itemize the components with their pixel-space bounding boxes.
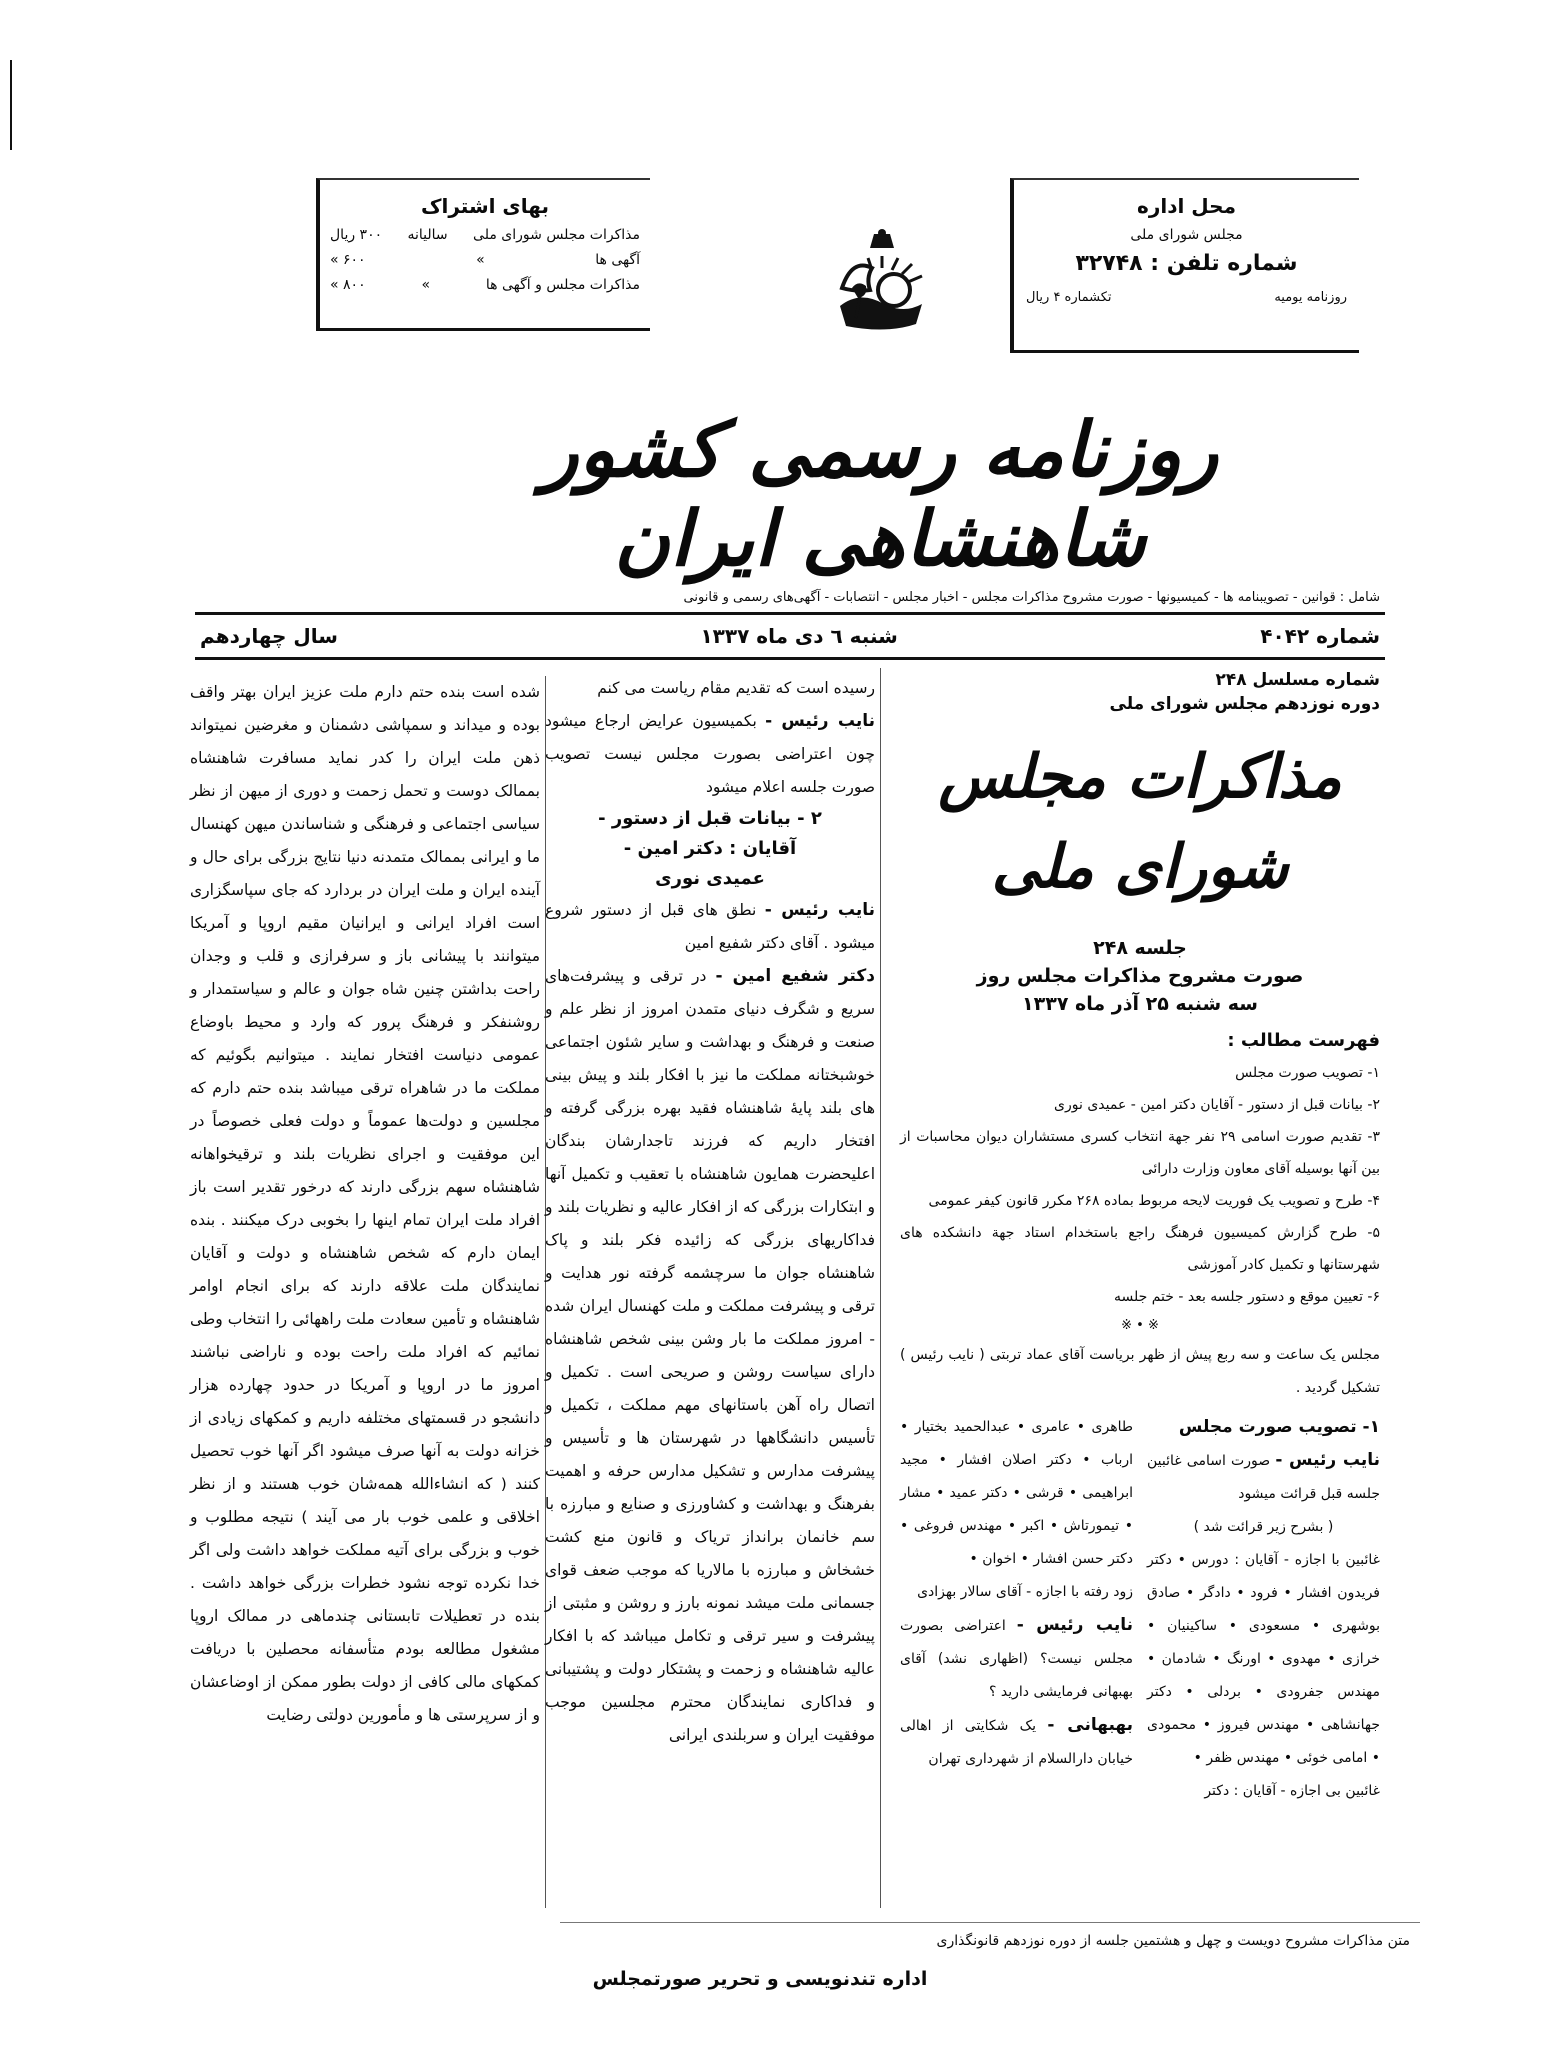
section-heading: ۱- تصویب صورت مجلس [1178,1417,1380,1437]
lion-and-sun-crown-icon [822,228,942,338]
paragraph: نایب رئیس - اعتراضی بصورت مجلس نیست؟ (اظهاری نشد) آقای بهبهانی فرمایشی دارید ؟ [900,1615,1133,1700]
subscription-title: بهای اشتراک [421,194,549,218]
session-number: جلسه ۲۴۸ [1093,937,1187,959]
paragraph: شده است بنده حتم دارم ملت عزیز ایران بهتر واقف بوده و میداند و سمپاشی دشمنان و مغرضین نمیتواند ذهن ملت ایران را کدر نماید مسافرت شاهنشاه بممالک دوست و تحمل زحمت و دوری از میهن از نظر سیاسی اجتماعی و فرهنگی و شناساندن میهن کهنسال ما و ایرانی بممالک متمدنه دنیا نتایج بزرگی برای حال و آینده ایران و ملت ایران در بردارد که جای سپاسگزاری است افراد ایرانی و ایرانیان مقیم اروپا و آمریکا میتوانند با پیشانی باز و سرفرازی و قلب و وجدان راحت بداشتن چنین شاه جوان و عالم و سیاستمدار و روشنفکر و فرهنگ پرور که وارد و محیط باوضاع عمومی دنیاست افتخار نمایند . میتوانیم بگوئیم که مملکت ما در شاهراه ترقی میباشد بنده حتم دارم که مجلسین و دولت‌ها عموماً و دولت فعلی خصوصاً در این موفقیت و اجرای نظریات بلند و ترقیخواهانه شاهنشاه سهم بزرگی دارند که درخور تقدیر است باز افراد ملت ایران تمام اینها را بخوبی درک میکنند . بنده ایمان دارم که شخص شاهنشاه و دولت و آقایان نمایندگان ملت علاقه دارند که برای انجام اوامر شاهنشاه و تأمین سعادت ملت راههائی را انتخاب وطی نمائیم که افراد ملت راحت بوده و ناراضی نباشند امروز ما در اروپا و آمریکا در حدود چهارده هزار دانشجو در قسمتهای مختلفه داریم و کمکهای زیادی از خزانه دولت به آنها صرف میشود اگر آنها خوب تحصیل کنند ( که انشاءالله همه‌شان خوب هستند و از نظر اخلاقی و علمی خوب بار می آیند ) نتیجه مطلوب و خوب و بزرگی برای آتیه مملکت خواهد داشت ولی اگر خدا نکرده توجه نشود خطرات بزرگی خواهد داشت . بنده در تعطیلات تابستانی چندماهی در ممالک اروپا مشغول مطالعه بودم متأسفانه محصلین با دریافت کمکهای مالی کافی از دولت بطور ممکن از اوضاعشان و از سرپرستی ها و مأمورین دولتی رضایت [190,683,540,1724]
toc-item: ۴- طرح و تصویب یک فوریت لایحه مربوط بماده ۲۶۸ مکرر قانون کیفر عمومی [928,1193,1380,1209]
session-subtitle: صورت مشروح مذاکرات مجلس روز [976,965,1304,987]
sections-line: شامل : قوانین - تصویبنامه ها - کمیسیونها - صورت مشروح مذاکرات مجلس - اخبار مجلس - انتصابات - آگهی‌های رسمی و قانونی [683,590,1380,605]
paragraph: بهبهانی - یک شکایتی از اهالی خیابان دارالسلام از شهرداری تهران [900,1715,1133,1767]
paragraph: ( بشرح زیر قرائت شد ) [1193,1519,1334,1535]
footer-note: متن مذاکرات مشروح دویست و چهل و هشتمین جلسه از دوره نوزدهم قانونگذاری [936,1933,1410,1949]
middle-column [545,672,875,1752]
paragraph: نایب رئیس - بکمیسیون عرایض ارجاع میشود چون اعتراضی بصورت مجلس نیست تصویب صورت جلسه اعلام میشود [545,711,875,796]
opening-paragraph: مجلس یک ساعت و سه ربع پیش از ظهر بریاست آقای عماد تربتی ( نایب رئیس ) تشکیل گردید . [900,1347,1380,1396]
paragraph: نایب رئیس - نطق های قبل از دستور شروع میشود . آقای دکتر شفیع امین [545,900,875,952]
toc-item: ۵- طرح گزارش کمیسیون فرهنگ راجع باستخدام استاد جهة دانشکده های شهرستانها و تکمیل کادر آموزشی [900,1225,1380,1273]
section-title: مذاکرات مجلس شورای ملی [938,742,1342,902]
subscription-row: مذاکرات مجلس شورای ملی سالیانه ۳۰۰ ریال [330,227,640,243]
paragraph: زود رفته با اجازه - آقای سالار بهزادی [917,1584,1133,1600]
separator-ornament: ※ • ※ [1121,1318,1159,1333]
parliament-term: دوره نوزدهم مجلس شورای ملی [1109,694,1380,714]
toc-item: ۶- تعیین موقع و دستور جلسه بعد - ختم جلسه [1113,1289,1380,1305]
subscription-box [316,178,650,331]
section-heading: عمیدی نوری [655,868,765,889]
subcolumn-left [900,1411,1133,1808]
divider [195,657,1385,660]
paragraph: دکتر شفیع امین - در ترقی و پیشرفت‌های سریع و شگرف دنیای متمدن امروز از نظر علم و صنعت و فرهنگ و بهداشت و سایر شئون اجتماعی خوشبختانه مملکت ما نیز با افکار بلند و پیش بینی های بلند پایهٔ شاهنشاه فقید بهره بزرگی گرفته و افتخار داریم که فرزند تاجدارشان بندگان اعلیحضرت همایون شاهنشاه با تعقیب و تکمیل آنها و ابتکارات بزرگی که از افکار عالیه و نظریات بلند و فداکاریهای بزرگی که زائیده فکر بلند و پاک شاهنشاه جوان ما سرچشمه گرفته نور هدایت و ترقی و پیشرفت مملکت و ملت کهنسال ایران شده - امروز مملکت ما بار وشن بینی شخص شاهنشاه دارای سیاست روشن و صریحی است . تکمیل و اتصال راه آهن باستانهای مهم مملکت ، تکمیل و تأسیس دانشگاهها در شهرستان ها و تأسیس و پیشرفت مدارس و تشکیل مدارس حرفه و اهمیت بفرهنگ و بهداشت و کشاورزی و صنایع و مبارزه با سم خانمان برانداز تریاک و قانون منع کشت خشخاش و مبارزه با مالاریا که موجب ضعف قوای جسمانی ملت میشد نمونه بارز و روشن و مثبتی از پیشرفت و سیر ترقی و تکامل میباشد که با افکار عالیه شاهنشاه و زحمت و پشتکار دولت و پشتیبانی و فداکاری نمایندگان محترم مجلسین موجب موفقیت ایران و سربلندی ایرانی [545,966,875,1744]
paragraph: غائبین با اجازه - آقایان : دورس • دکتر فریدون افشار • فرود • دادگر • صادق بوشهری • مسعودی • ساکینیان • خرازی • مهدوی • اورنگ • شادمان • مهندس جفرودی • بردلی • دکتر جهانشاهی • مهندس فیروز • محمودی • امامی خوئی • مهندس ظفر • [1147,1552,1380,1766]
session-date: سه شنبه ۲۵ آذر ماه ۱۳۳۷ [1022,993,1258,1015]
subcolumn-right [1147,1411,1380,1808]
issue-date: شنبه ٦ دی ماه ۱۳۳۷ [700,624,898,648]
subscription-row: مذاکرات مجلس و آگهی ها » ۸۰۰ » [330,277,640,293]
office-title: محل اداره [1137,194,1236,218]
right-column [900,668,1380,1808]
toc-item: ۳- تقدیم صورت اسامی ۲۹ نفر جهة انتخاب کسری مستشاران دیوان محاسبات از بین آنها بوسیله آقای معاون وزارت دارائی [900,1129,1380,1177]
column-divider [880,668,881,1908]
paragraph: طاهری • عامری • عبدالحمید بختیار • ارباب • دکتر اصلان افشار • مجید ابراهیمی • قرشی • دکتر عمید • مشار • تیمورتاش • اکبر • مهندس فروغی • دکتر حسن افشار • اخوان • [900,1419,1133,1567]
toc-item: ۲- بیانات قبل از دستور - آقایان دکتر امین - عمیدی نوری [1054,1097,1380,1113]
dateline [200,624,1380,648]
toc-title: فهرست مطالب : [1227,1030,1380,1051]
serial-number: شماره مسلسل ۲۴۸ [1215,670,1380,690]
issue-year: سال چهاردهم [200,624,338,648]
minutes-subcolumns [900,1411,1380,1808]
office-prices: روزنامه یومیه تکشماره ۴ ریال [1026,290,1347,305]
office-phone: شماره تلفن : ۳۲۷۴۸ [1075,251,1298,276]
margin-mark [10,60,12,150]
paragraph: رسیده است که تقدیم مقام ریاست می کنم [597,679,875,697]
issue-number: شماره ۴۰۴۲ [1260,624,1380,648]
office-location: مجلس شورای ملی [1130,227,1243,243]
divider [195,612,1385,615]
office-box [1010,178,1359,353]
footer-office: اداره تندنویسی و تحریر صورتمجلس [592,1968,928,1990]
section-heading: آقایان : دکتر امین - [623,838,797,859]
toc-list [900,1057,1380,1313]
footer-divider [560,1922,1420,1923]
section-heading: ۲ - بیانات قبل از دستور - [598,808,822,829]
toc-item: ۱- تصویب صورت مجلس [1235,1065,1380,1081]
left-column [190,676,540,1732]
paragraph: نایب رئیس - صورت اسامی غائبین جلسه قبل قرائت میشود [1147,1450,1380,1502]
subscription-row: آگهی ها » ۶۰۰ » [330,252,640,268]
masthead: روزنامه رسمی کشور شاهنشاهی ایران [541,405,1219,583]
paragraph: غائبین بی اجازه - آقایان : دکتر [1204,1783,1380,1799]
